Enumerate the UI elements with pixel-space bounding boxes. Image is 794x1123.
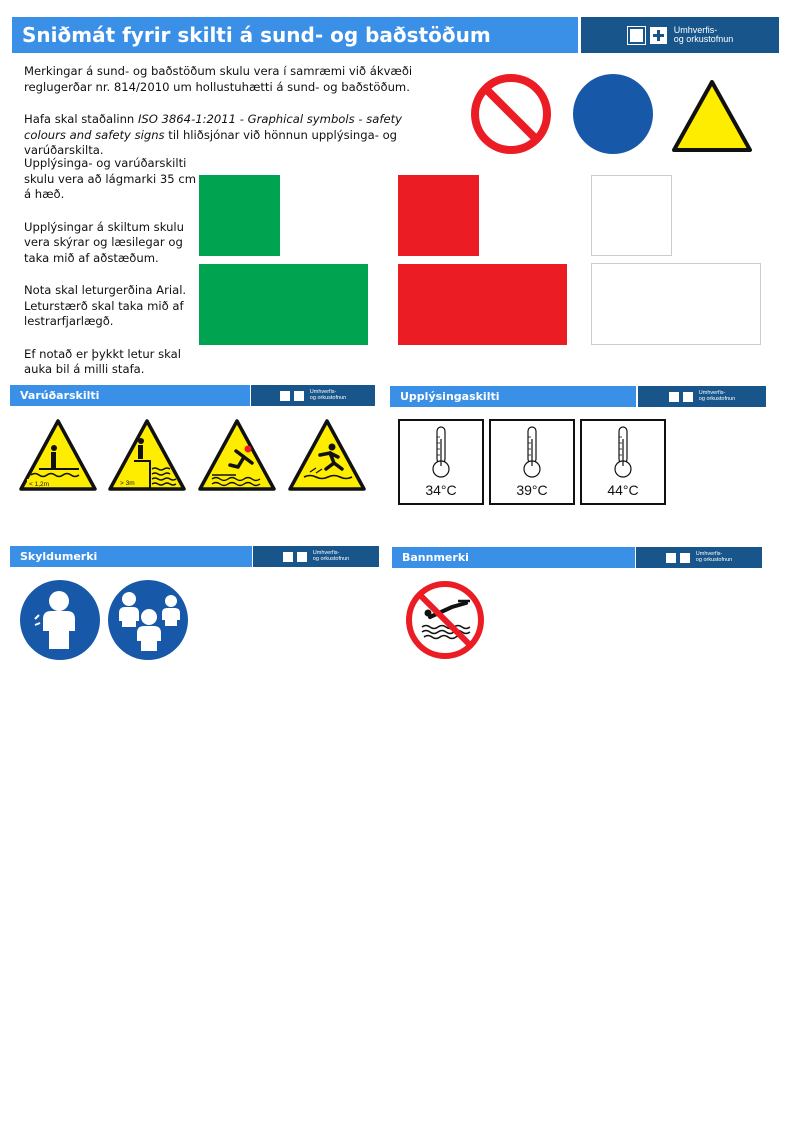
plus-logo-icon <box>294 391 304 401</box>
warning-sign-slip-edge <box>196 417 278 493</box>
plus-logo-icon <box>680 553 690 563</box>
section-logo-warning: Umhverfis- og orkustofnun <box>251 385 375 406</box>
warning-sign-slippery-floor <box>286 417 368 493</box>
plus-logo-icon <box>297 552 307 562</box>
info-sign-temp-2 <box>489 419 575 505</box>
swatch-red-square <box>398 175 479 256</box>
warning-sign-deep-water <box>106 417 188 493</box>
section-logo-prohibition: Umhverfis- og orkustofnun <box>636 547 762 568</box>
intro-paragraph-5: Nota skal leturgerðina Arial. Leturstærð skal taka mið af lestrarfjarlægð. <box>24 283 187 328</box>
section-title-warning: Varúðarskilti <box>20 389 100 402</box>
section-header-info <box>390 386 636 407</box>
swatch-white-rect <box>591 263 761 345</box>
prohibition-shape <box>470 73 552 155</box>
intro-paragraph-3: Upplýsinga- og varúðarskilti skulu vera að lágmarki 35 cm á hæð. <box>24 156 197 201</box>
swatch-green-rect <box>199 264 368 345</box>
ust-logo-icon <box>280 391 290 401</box>
section-logo-info: Umhverfis- og orkustofnun <box>638 386 766 407</box>
logo-text-line1: Umhverfis- <box>673 25 718 35</box>
depth-label-deep: > 3m <box>120 480 135 487</box>
warning-sign-shallow-water <box>17 417 99 493</box>
title-bar <box>12 17 578 53</box>
mandatory-sign-group-supervision <box>107 579 189 661</box>
section-header-prohibition <box>392 547 635 568</box>
logo-text-line2: og orkustofnun <box>673 34 734 44</box>
temp-value-3: 44°C <box>607 482 639 498</box>
swatch-white-square <box>591 175 672 256</box>
ust-logo-icon <box>283 552 293 562</box>
intro-paragraph-6: Ef notað er þykkt letur skal auka bil á milli stafa. <box>24 346 182 376</box>
section-header-warning <box>10 385 250 406</box>
intro-paragraph-1: Merkingar á sund- og baðstöðum skulu vera í samræmi við ákvæði reglugerðar nr. 814/2010 um hollustuhætti á sund- og baðstöðum. <box>24 64 413 94</box>
depth-label-shallow: < 1,2m <box>29 481 50 488</box>
prohibition-sign-no-diving <box>404 579 486 661</box>
temp-value-1: 34°C <box>425 482 457 498</box>
ust-logo-icon <box>669 392 679 402</box>
section-title-info: Upplýsingaskilti <box>400 390 500 403</box>
swatch-green-square <box>199 175 280 256</box>
logo-bar <box>581 17 779 53</box>
mandatory-shape <box>572 73 654 155</box>
temp-value-2: 39°C <box>516 482 548 498</box>
section-logo-mandatory: Umhverfis- og orkustofnun <box>253 546 379 567</box>
ust-logo-icon <box>627 26 646 45</box>
swatch-red-rect <box>398 264 567 345</box>
section-title-mandatory: Skyldumerki <box>20 550 98 563</box>
warning-shape <box>670 78 754 154</box>
page-title: Sniðmát fyrir skilti á sund- og baðstöðum <box>22 23 491 47</box>
intro-paragraph-4: Upplýsingar á skiltum skulu vera skýrar og læsilegar og taka mið af aðstæðum. <box>24 219 184 265</box>
info-sign-temp-1 <box>398 419 484 505</box>
intro-paragraph-2: Hafa skal staðalinn ISO 3864-1:2011 - Graphical symbols - safety colours and safety signs til hliðsjónar við hönnun upplýsinga- og varúðarskilta. <box>24 112 402 157</box>
mandatory-sign-supervise-child <box>19 579 101 661</box>
info-sign-temp-3 <box>580 419 666 505</box>
section-title-prohibition: Bannmerki <box>402 551 469 564</box>
ust-logo-icon <box>666 553 676 563</box>
section-header-mandatory <box>10 546 252 567</box>
plus-logo-icon <box>650 27 667 44</box>
plus-logo-icon <box>683 392 693 402</box>
intro-text-left <box>24 156 204 395</box>
